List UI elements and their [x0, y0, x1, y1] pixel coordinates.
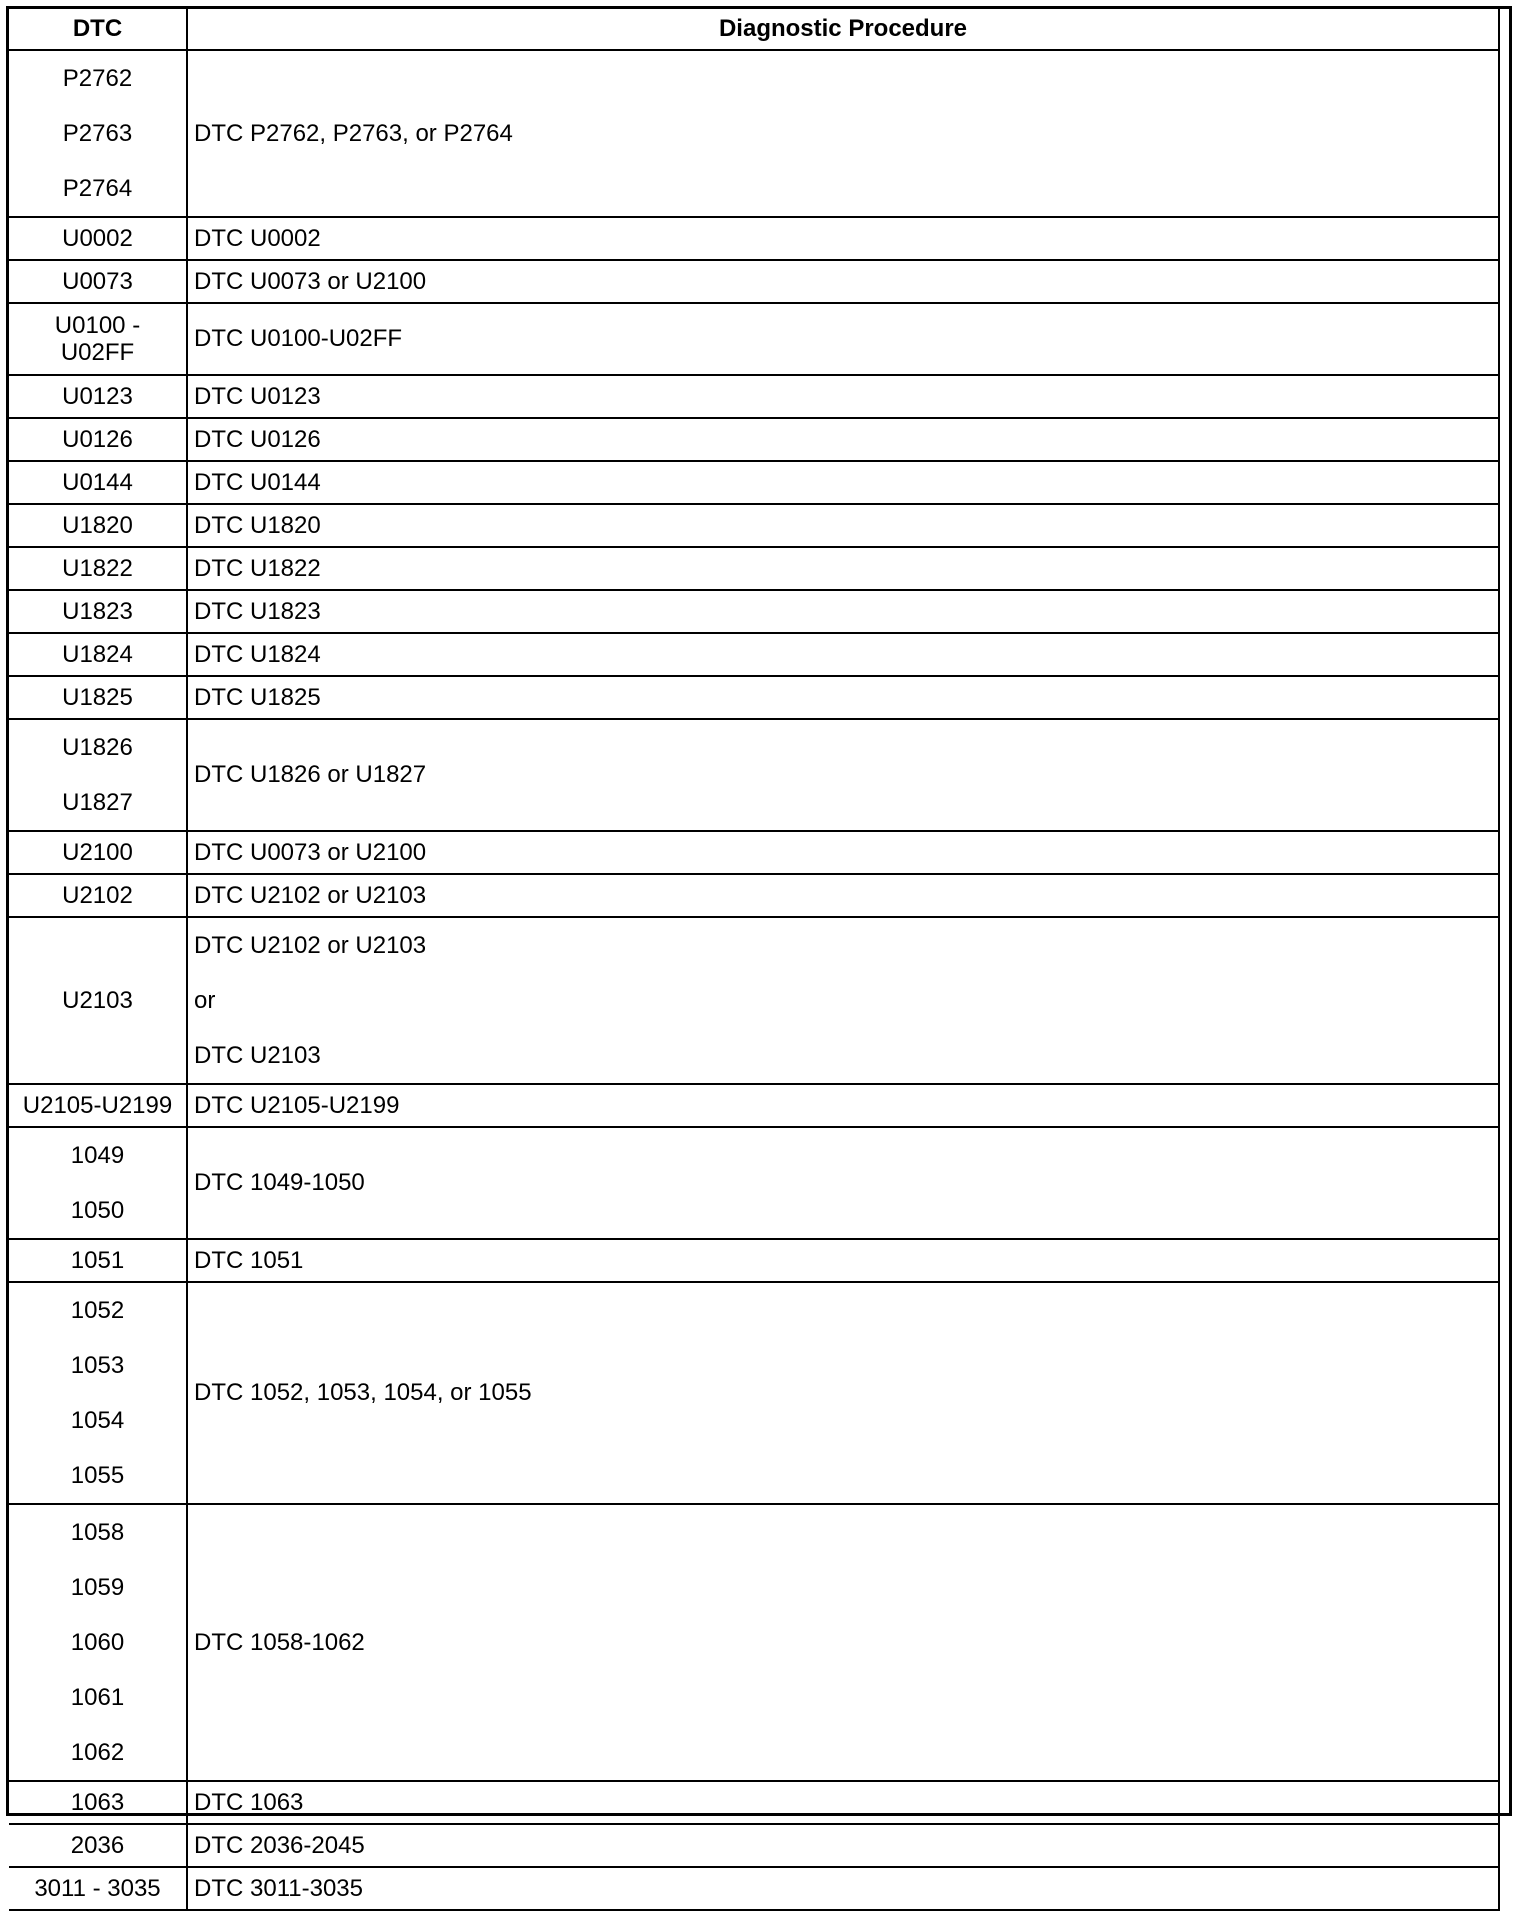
dtc-code: U1827 [62, 789, 133, 816]
diagnostic-procedure-cell [187, 1239, 1499, 1282]
dtc-code: 1063 [70, 1788, 125, 1816]
dtc-code: U2103 [62, 987, 133, 1014]
diagnostic-procedure-cell [187, 590, 1499, 633]
dtc-table-frame [6, 6, 1512, 1902]
table-row [9, 917, 1499, 1084]
dtc-code: U2100 [62, 838, 133, 866]
dtc-code-cell [9, 590, 187, 633]
diagnostic-procedure-link: DTC U0073 or U2100 [194, 838, 427, 866]
diagnostic-procedure-link: DTC U0126 [194, 425, 321, 453]
dtc-code-cell [9, 418, 187, 461]
diagnostic-procedure-link: DTC U2102 or U2103 [194, 932, 427, 959]
diagnostic-procedure-cell [187, 1282, 1499, 1504]
dtc-code: U0073 [62, 267, 133, 295]
dtc-code: 1060 [70, 1629, 125, 1656]
diagnostic-procedure-link: DTC U2105-U2199 [194, 1091, 400, 1119]
dtc-code: 1050 [70, 1197, 125, 1224]
diagnostic-procedure-cell [187, 917, 1499, 1084]
diagnostic-procedure-link: DTC 1063 [194, 1788, 304, 1816]
dtc-code: U0144 [62, 468, 133, 496]
dtc-code: U1820 [62, 511, 133, 539]
diagnostic-procedure-link: DTC U1822 [194, 554, 321, 582]
dtc-code: 1051 [70, 1246, 125, 1274]
dtc-code: P2764 [62, 175, 133, 202]
table-row [9, 375, 1499, 418]
dtc-code: 1055 [70, 1462, 125, 1489]
dtc-code: U1822 [62, 554, 133, 582]
diagnostic-procedure-link: DTC U1825 [194, 683, 321, 711]
table-row [9, 1127, 1499, 1239]
table-body [9, 50, 1499, 1910]
dtc-code-cell [9, 217, 187, 260]
table-row [9, 303, 1499, 375]
diagnostic-procedure-link: DTC U0073 or U2100 [194, 267, 427, 295]
table-row [9, 831, 1499, 874]
diagnostic-procedure-link: DTC U0123 [194, 382, 321, 410]
diagnostic-procedure-link: DTC U2103 [194, 1042, 321, 1069]
dtc-code: 1054 [70, 1407, 125, 1434]
diagnostic-procedure-cell [187, 1127, 1499, 1239]
table-row [9, 461, 1499, 504]
dtc-code: U2105-U2199 [22, 1091, 173, 1119]
dtc-code: U0002 [62, 224, 133, 252]
dtc-code-cell [9, 375, 187, 418]
diagnostic-procedure-cell [187, 217, 1499, 260]
diagnostic-procedure-cell [187, 633, 1499, 676]
dtc-code-cell [9, 633, 187, 676]
table-row [9, 547, 1499, 590]
diagnostic-procedure-link: DTC 2036-2045 [194, 1831, 365, 1859]
diagnostic-procedure-cell [187, 1504, 1499, 1781]
dtc-code: U2102 [62, 881, 133, 909]
header-diagnostic-procedure: Diagnostic Procedure [187, 9, 1499, 50]
diagnostic-procedure-cell [187, 461, 1499, 504]
dtc-code-cell [9, 461, 187, 504]
diagnostic-procedure-cell [187, 375, 1499, 418]
diagnostic-procedure-link: DTC U1826 or U1827 [194, 761, 427, 788]
dtc-table [9, 9, 1500, 1911]
dtc-code-cell [9, 303, 187, 375]
table-header-row [9, 9, 1499, 50]
diagnostic-procedure-link: DTC 1049-1050 [194, 1169, 365, 1196]
dtc-code: U0123 [62, 382, 133, 410]
table-row [9, 260, 1499, 303]
dtc-code: 1059 [70, 1574, 125, 1601]
dtc-code: U0100 - [54, 312, 141, 339]
dtc-code-cell [9, 1824, 187, 1867]
table-row [9, 633, 1499, 676]
table-row [9, 719, 1499, 831]
table-row [9, 1824, 1499, 1867]
dtc-code: 1053 [70, 1352, 125, 1379]
dtc-code-cell [9, 260, 187, 303]
table-row [9, 504, 1499, 547]
dtc-code-cell [9, 719, 187, 831]
dtc-code: U1826 [62, 734, 133, 761]
diagnostic-procedure-link: DTC U1823 [194, 597, 321, 625]
table-row [9, 217, 1499, 260]
diagnostic-procedure-cell [187, 676, 1499, 719]
dtc-code: 1052 [70, 1297, 125, 1324]
diagnostic-procedure-link: or [194, 987, 216, 1014]
dtc-code-cell [9, 1127, 187, 1239]
diagnostic-procedure-link: DTC U1820 [194, 511, 321, 539]
dtc-code: U0126 [62, 425, 133, 453]
header-dtc: DTC [9, 9, 187, 50]
diagnostic-procedure-cell [187, 303, 1499, 375]
diagnostic-procedure-cell [187, 719, 1499, 831]
dtc-code: P2762 [62, 65, 133, 92]
diagnostic-procedure-cell [187, 1824, 1499, 1867]
dtc-code-cell [9, 917, 187, 1084]
dtc-code-cell [9, 1504, 187, 1781]
dtc-code: 1049 [70, 1142, 125, 1169]
dtc-code-cell [9, 1084, 187, 1127]
diagnostic-procedure-cell [187, 547, 1499, 590]
table-row [9, 418, 1499, 461]
table-row [9, 874, 1499, 917]
diagnostic-procedure-link: DTC P2762, P2763, or P2764 [194, 119, 513, 147]
dtc-code-cell [9, 1867, 187, 1910]
dtc-code: 2036 [70, 1831, 125, 1859]
diagnostic-procedure-link: DTC U0002 [194, 224, 321, 252]
dtc-code-cell [9, 1239, 187, 1282]
diagnostic-procedure-cell [187, 1867, 1499, 1910]
diagnostic-procedure-cell [187, 418, 1499, 461]
table-row [9, 590, 1499, 633]
diagnostic-procedure-cell [187, 831, 1499, 874]
diagnostic-procedure-link: DTC 1058-1062 [194, 1628, 365, 1656]
dtc-code: U1823 [62, 597, 133, 625]
dtc-code-cell [9, 1282, 187, 1504]
dtc-code-cell [9, 831, 187, 874]
dtc-code: U02FF [60, 339, 135, 366]
diagnostic-procedure-link: DTC 1052, 1053, 1054, or 1055 [194, 1379, 532, 1406]
table-row [9, 1282, 1499, 1504]
diagnostic-procedure-link: DTC U0100-U02FF [194, 325, 403, 352]
table-row [9, 1084, 1499, 1127]
table-row [9, 1867, 1499, 1910]
diagnostic-procedure-link: DTC U0144 [194, 468, 321, 496]
dtc-code: P2763 [62, 120, 133, 147]
diagnostic-procedure-link: DTC 3011-3035 [194, 1874, 363, 1902]
table-row [9, 676, 1499, 719]
dtc-code: 1058 [70, 1519, 125, 1546]
dtc-code: 1061 [70, 1684, 125, 1711]
table-row [9, 1239, 1499, 1282]
diagnostic-procedure-link: DTC U1824 [194, 640, 321, 668]
dtc-code: 3011 - 3035 [34, 1874, 161, 1902]
diagnostic-procedure-cell [187, 504, 1499, 547]
diagnostic-procedure-cell [187, 874, 1499, 917]
table-row [9, 1504, 1499, 1781]
diagnostic-procedure-link: DTC U2102 or U2103 [194, 881, 427, 909]
dtc-code: 1062 [70, 1739, 125, 1766]
dtc-code-cell [9, 504, 187, 547]
diagnostic-procedure-cell [187, 260, 1499, 303]
dtc-code: U1824 [62, 640, 133, 668]
dtc-code-cell [9, 676, 187, 719]
dtc-code-cell [9, 874, 187, 917]
dtc-code-cell [9, 547, 187, 590]
diagnostic-procedure-cell [187, 1084, 1499, 1127]
diagnostic-procedure-cell [187, 50, 1499, 217]
diagnostic-procedure-link: DTC 1051 [194, 1246, 304, 1274]
dtc-code-cell [9, 50, 187, 217]
dtc-code: U1825 [62, 683, 133, 711]
table-row [9, 50, 1499, 217]
